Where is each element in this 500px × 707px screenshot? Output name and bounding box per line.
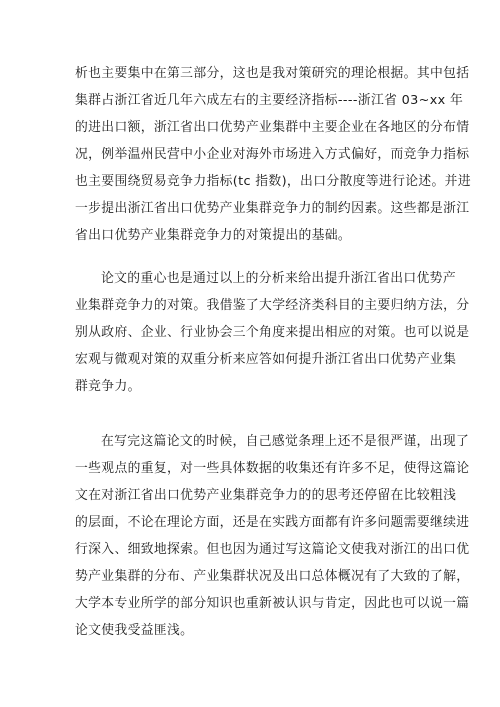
paragraph-3-line-2: 一些观点的重复，对一些具体数据的收集还有许多不足，使得这篇论 bbox=[75, 461, 470, 476]
paragraph-1-line-5: 也主要围绕贸易竞争力指标(tc 指数)，出口分散度等进行论述。并进 bbox=[75, 174, 471, 189]
paragraph-2-line-4: 宏观与微观对策的双重分析来应答如何提升浙江省出口优势产业集 bbox=[75, 352, 457, 367]
paragraph-3-line-8: 论文使我受益匪浅。 bbox=[75, 623, 194, 638]
paragraph-3-line-5: 行深入、细致地探索。但也因为通过写这篇论文使我对浙江的出口优 bbox=[75, 542, 470, 557]
paragraph-1-line-4: 况，例举温州民营中小企业对海外市场进入方式偏好，而竞争力指标 bbox=[75, 147, 470, 162]
paragraph-3-line-3: 文在对浙江省出口优势产业集群竞争力的的思考还停留在比较粗浅 bbox=[75, 488, 457, 503]
paragraph-1-line-3: 的进出口额，浙江省出口优势产业集群中主要企业在各地区的分布情 bbox=[75, 120, 470, 135]
paragraph-3-line-1: 在写完这篇论文的时候，自己感觉条理上还不是很严谨，出现了 bbox=[101, 434, 470, 449]
paragraph-1-line-1: 析也主要集中在第三部分，这也是我对策研究的理论根据。其中包括 bbox=[75, 66, 470, 81]
paragraph-1-line-2: 集群占浙江省近几年六成左右的主要经济指标----浙江省 03~xx 年 bbox=[75, 93, 464, 108]
paragraph-2-line-2: 业集群竞争力的对策。我借鉴了大学经济类科目的主要归纳方法，分 bbox=[75, 298, 470, 313]
paragraph-3-line-7: 大学本专业所学的部分知识也重新被认识与肯定，因此也可以说一篇 bbox=[75, 596, 470, 611]
paragraph-2-line-3: 别从政府、企业、行业协会三个角度来提出相应的对策。也可以说是 bbox=[75, 325, 470, 340]
paragraph-1-line-6: 一步提出浙江省出口优势产业集群竞争力的制约因素。这些都是浙江 bbox=[75, 201, 470, 216]
paragraph-2-line-5: 群竞争力。 bbox=[75, 379, 141, 394]
paragraph-3-line-6: 势产业集群的分布、产业集群状况及出口总体概况有了大致的了解， bbox=[75, 569, 470, 584]
paragraph-1-line-7: 省出口优势产业集群竞争力的对策提出的基础。 bbox=[75, 228, 352, 243]
paragraph-3-line-4: 的层面，不论在理论方面，还是在实践方面都有许多问题需要继续进 bbox=[75, 515, 470, 530]
paragraph-2-line-1: 论文的重心也是通过以上的分析来给出提升浙江省出口优势产 bbox=[101, 271, 456, 286]
